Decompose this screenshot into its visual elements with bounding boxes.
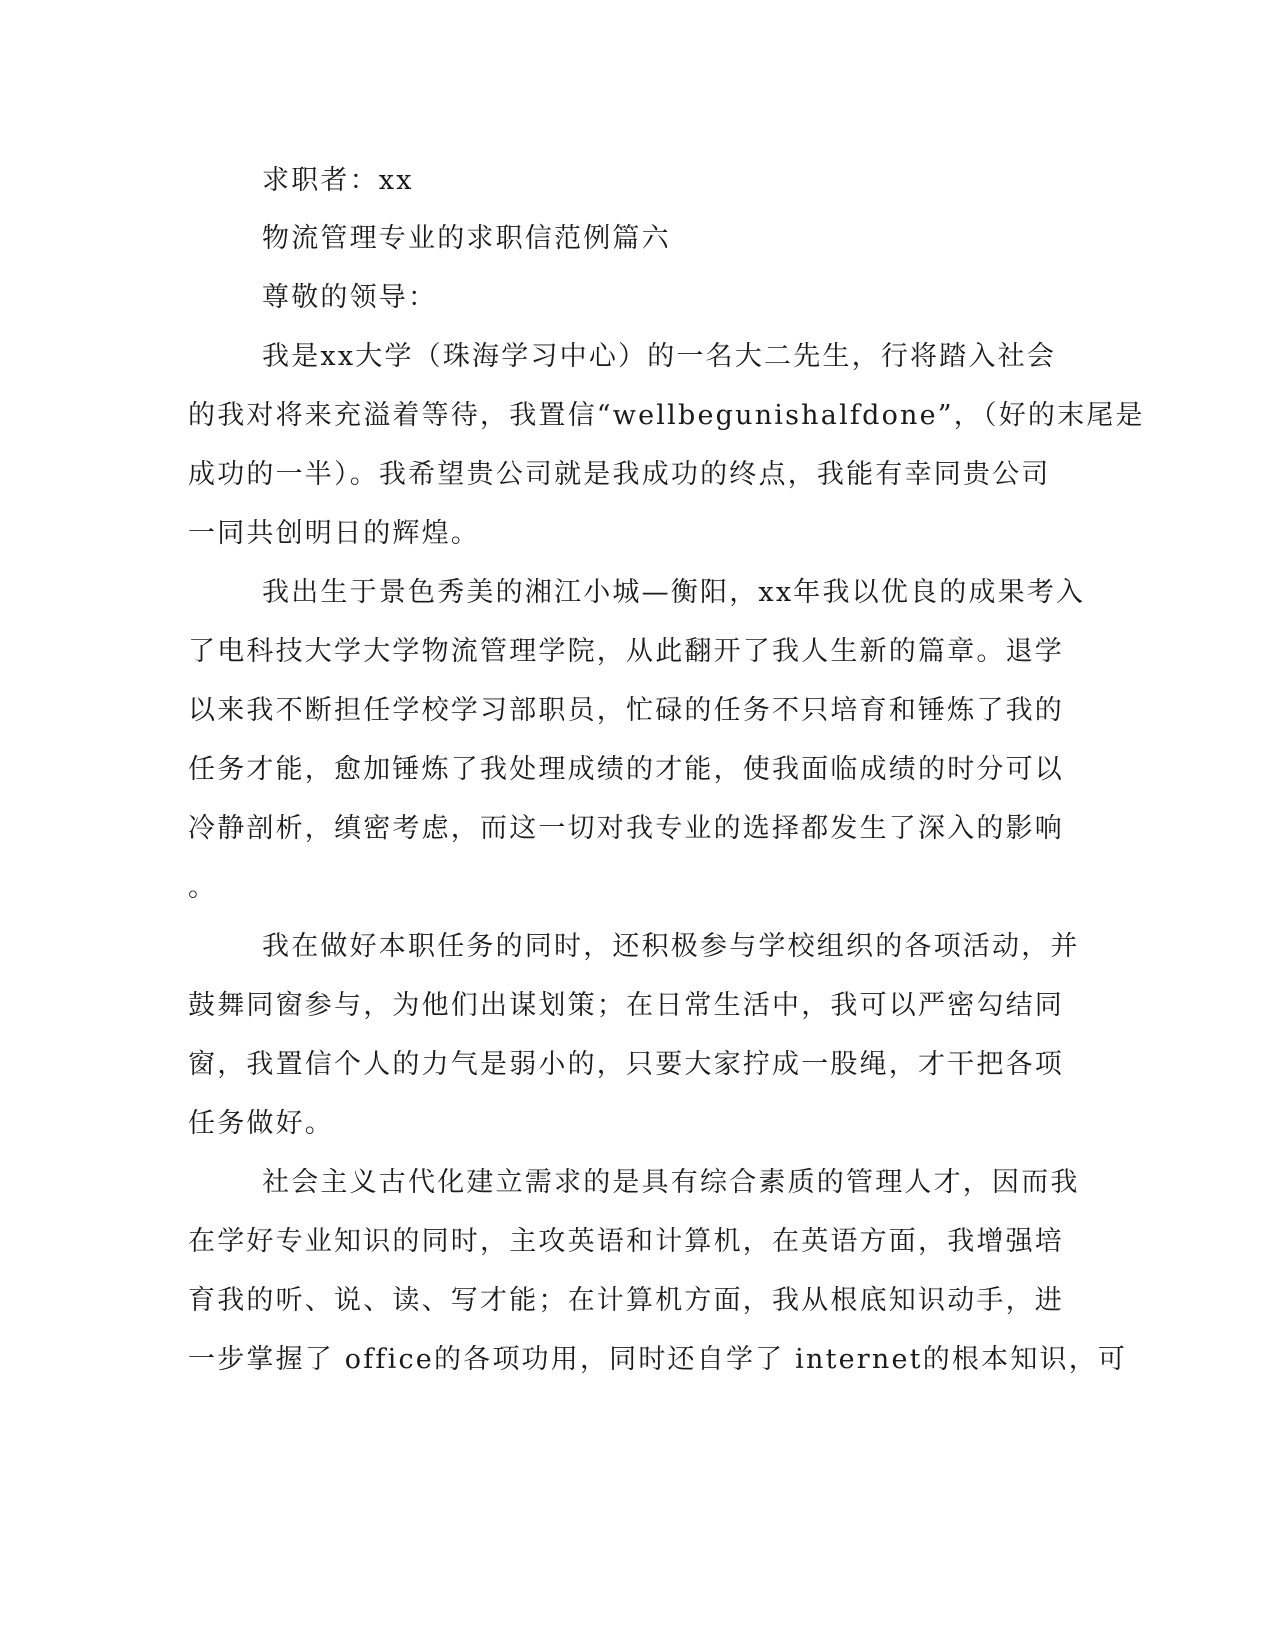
paragraph-line: 我出生于景色秀美的湘江小城—衡阳，xx年我以优良的成果考入 (262, 577, 1086, 608)
section-title: 物流管理专业的求职信范例篇六 (262, 223, 671, 254)
paragraph-line: 我是xx大学（珠海学习中心）的一名大二先生，行将踏入社会 (262, 341, 1057, 372)
paragraph-line: 窗，我置信个人的力气是弱小的，只要大家拧成一股绳，才干把各项 (188, 1049, 1064, 1080)
paragraph-line: 任务才能，愈加锤炼了我处理成绩的才能，使我面临成绩的时分可以 (188, 754, 1064, 785)
paragraph-line: 一步掌握了 office的各项功用，同时还自学了 internet的根本知识，可 (188, 1344, 1128, 1375)
paragraph-line: 鼓舞同窗参与，为他们出谋划策；在日常生活中，我可以严密勾结同 (188, 990, 1064, 1021)
signature-line: 求职者：xx (262, 165, 414, 196)
paragraph-line: 任务做好。 (188, 1108, 334, 1139)
paragraph-line: 成功的一半）。我希望贵公司就是我成功的终点，我能有幸同贵公司 (188, 459, 1051, 490)
paragraph-line: 以来我不断担任学校学习部职员，忙碌的任务不只培育和锤炼了我的 (188, 695, 1064, 726)
paragraph-line: 在学好专业知识的同时，主攻英语和计算机，在英语方面，我增强培 (188, 1226, 1064, 1257)
paragraph-line: 冷静剖析，缜密考虑，而这一切对我专业的选择都发生了深入的影响 (188, 813, 1064, 844)
paragraph-line: 我在做好本职任务的同时，还积极参与学校组织的各项活动，并 (262, 931, 1080, 962)
paragraph-line: 育我的听、说、读、写才能；在计算机方面，我从根底知识动手，进 (188, 1285, 1064, 1316)
paragraph-line: 。 (188, 872, 218, 903)
paragraph-line: 社会主义古代化建立需求的是具有综合素质的管理人才，因而我 (262, 1167, 1080, 1198)
paragraph-line: 一同共创明日的辉煌。 (188, 518, 480, 549)
salutation: 尊敬的领导： (262, 282, 438, 313)
paragraph-line: 了电科技大学大学物流管理学院，从此翻开了我人生新的篇章。退学 (188, 636, 1064, 667)
paragraph-line: 的我对将来充溢着等待，我置信“wellbegunishalfdone”，（好的末尾是 (188, 400, 1145, 431)
